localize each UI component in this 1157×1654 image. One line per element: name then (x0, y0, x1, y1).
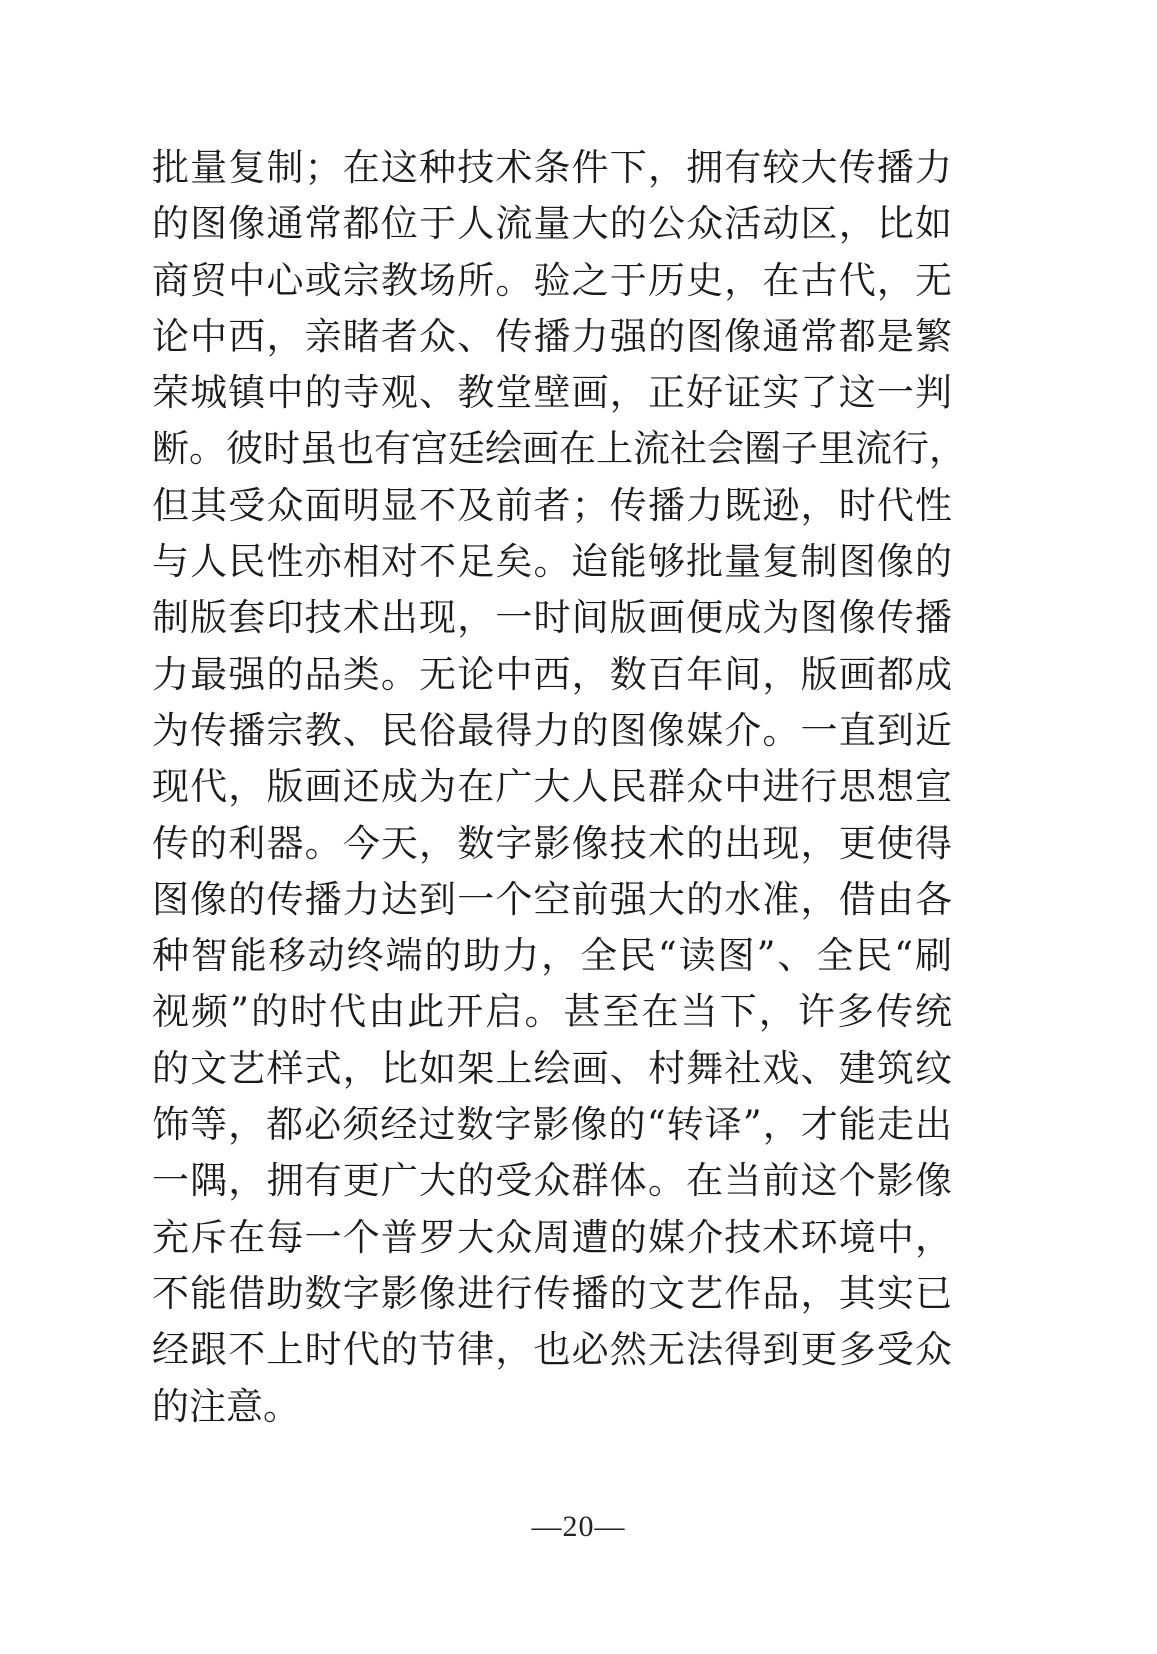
text-line: 传的利器。今天，数字影像技术的出现，更使得 (152, 821, 952, 865)
text-line: 为传播宗教、民俗最得力的图像媒介。一直到近 (152, 708, 952, 752)
text-line: 的注意。 (152, 1384, 300, 1428)
text-line: 商贸中心或宗教场所。验之于历史，在古代，无 (152, 258, 952, 302)
body-paragraph (152, 140, 966, 1435)
text-line: 的文艺样式，比如架上绘画、村舞社戏、建筑纹 (152, 1046, 952, 1090)
text-line: 饰等，都必须经过数字影像的“转译”，才能走出 (152, 1103, 952, 1147)
text-line: 不能借助数字影像进行传播的文艺作品，其实已 (152, 1271, 952, 1315)
text-line: 荣城镇中的寺观、教堂壁画，正好证实了这一判 (152, 371, 952, 415)
text-line: 图像的传播力达到一个空前强大的水准，借由各 (152, 877, 952, 921)
page-number: —20— (531, 1510, 626, 1543)
text-line: 制版套印技术出现，一时间版画便成为图像传播 (152, 596, 952, 640)
text-line: 一隅，拥有更广大的受众群体。在当前这个影像 (152, 1159, 952, 1203)
text-line: 的图像通常都位于人流量大的公众活动区，比如 (152, 202, 952, 246)
text-line: 批量复制；在这种技术条件下，拥有较大传播力 (152, 146, 952, 189)
text-line: 论中西，亲睹者众、传播力强的图像通常都是繁 (152, 314, 952, 358)
text-line: 但其受众面明显不及前者；传播力既逊，时代性 (152, 483, 952, 527)
text-line: 与人民性亦相对不足矣。迨能够批量复制图像的 (152, 540, 952, 584)
text-line: 种智能移动终端的助力，全民“读图”、全民“刷 (152, 934, 952, 978)
text-line: 断。彼时虽也有宫廷绘画在上流社会圈子里流行， (152, 427, 966, 471)
text-line: 力最强的品类。无论中西，数百年间，版画都成 (152, 652, 952, 696)
text-line: 充斥在每一个普罗大众周遭的媒介技术环境中， (152, 1215, 952, 1259)
text-line: 现代，版画还成为在广大人民群众中进行思想宣 (152, 765, 952, 809)
text-line: 经跟不上时代的节律，也必然无法得到更多受众 (152, 1328, 952, 1372)
text-line: 视频”的时代由此开启。甚至在当下，许多传统 (152, 990, 952, 1034)
